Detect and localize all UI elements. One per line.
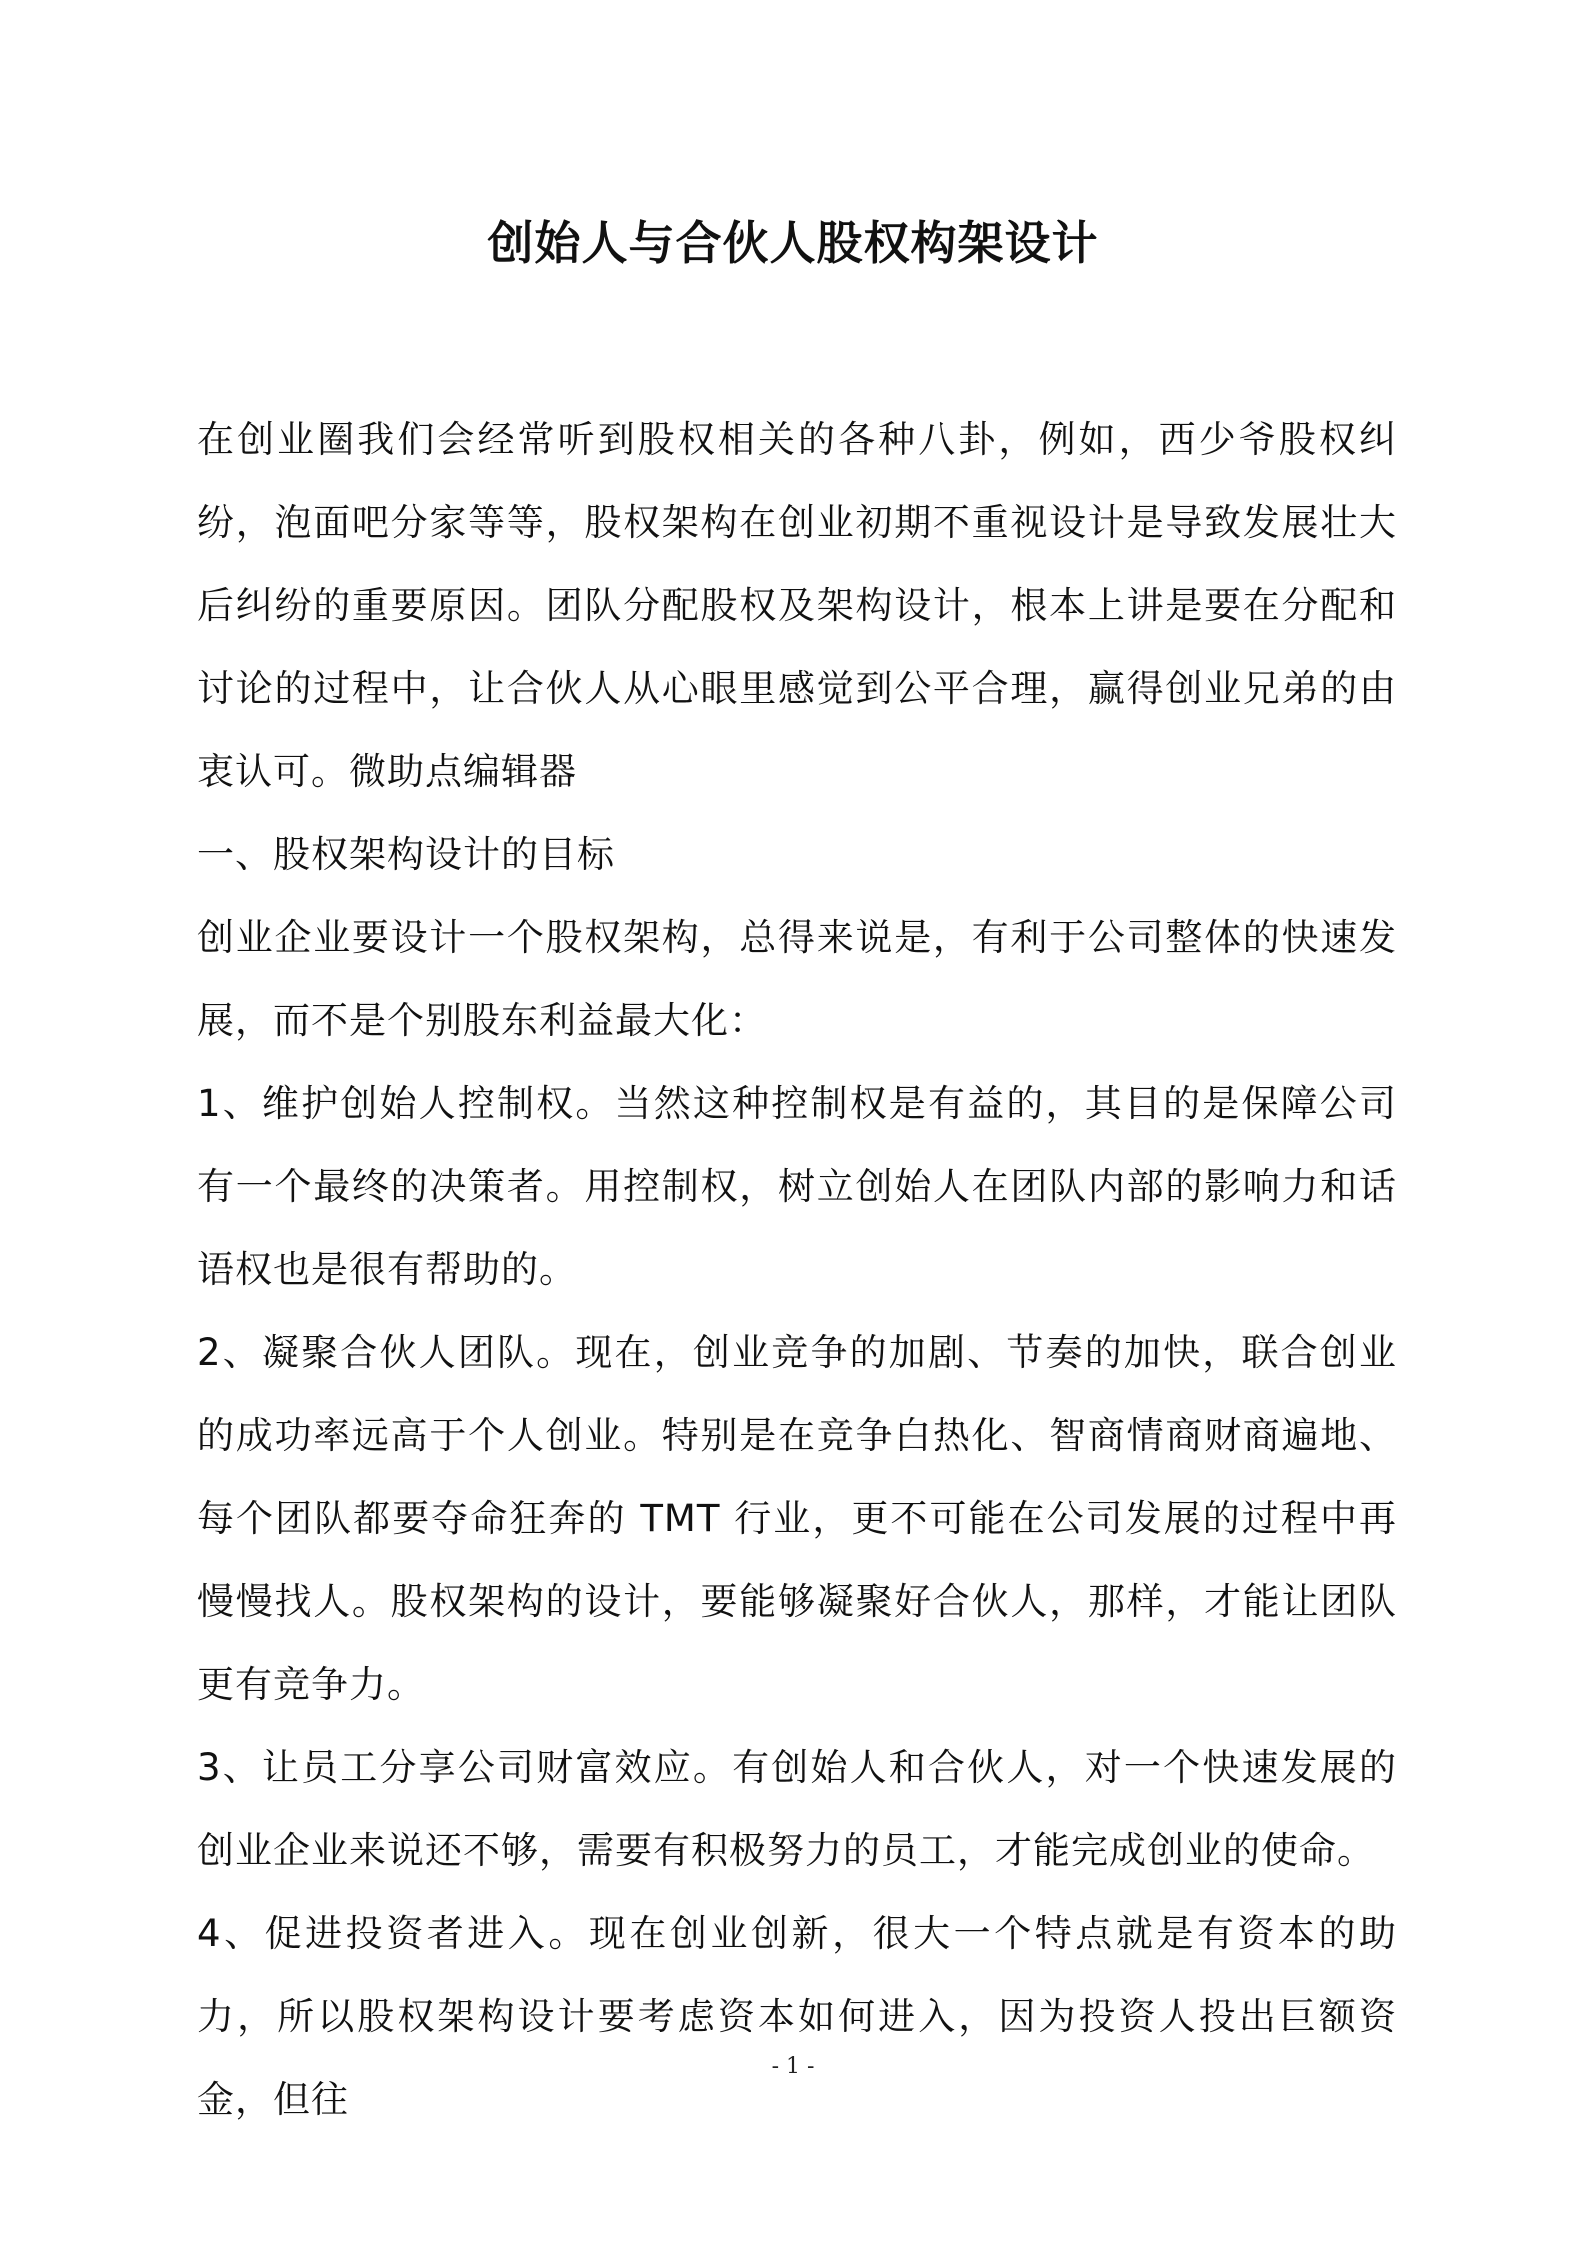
document-title: 创始人与合伙人股权构架设计	[487, 216, 1099, 270]
paragraph-intro: 在创业圈我们会经常听到股权相关的各种八卦，例如，西少爷股权纠纷，泡面吧分家等等，股权架构在创业初期不重视设计是导致发展壮大后纠纷的重要原因。团队分配股权及架构设计，根本上讲是要在分配和讨论的过程中，让合伙人从心眼里感觉到公平合理，赢得创业兄弟的由衷认可。微助点编辑器	[197, 418, 1397, 793]
page-number: - 1 -	[771, 2054, 815, 2079]
document-body	[197, 398, 1397, 2141]
paragraph-item-3: 3、让员工分享公司财富效应。有创始人和合伙人，对一个快速发展的创业企业来说还不够，需要有积极努力的员工，才能完成创业的使命。	[197, 1746, 1397, 1872]
paragraph-goals-summary: 创业企业要设计一个股权架构，总得来说是，有利于公司整体的快速发展，而不是个别股东利益最大化：	[197, 916, 1397, 1042]
section-heading-goals: 一、股权架构设计的目标	[197, 833, 615, 876]
paragraph-item-2: 2、凝聚合伙人团队。现在，创业竞争的加剧、节奏的加快，联合创业的成功率远高于个人创业。特别是在竞争白热化、智商情商财商遍地、每个团队都要夺命狂奔的 TMT 行业，更不可能在公司发展的过程中再慢慢找人。股权架构的设计，要能够凝聚好合伙人，那样，才能让团队更有竞争力。	[197, 1331, 1397, 1706]
paragraph-item-1: 1、维护创始人控制权。当然这种控制权是有益的，其目的是保障公司有一个最终的决策者。用控制权，树立创始人在团队内部的影响力和话语权也是很有帮助的。	[197, 1082, 1397, 1291]
paragraph-item-4: 4、促进投资者进入。现在创业创新，很大一个特点就是有资本的助力，所以股权架构设计要考虑资本如何进入，因为投资人投出巨额资金，但往	[197, 1912, 1397, 2121]
